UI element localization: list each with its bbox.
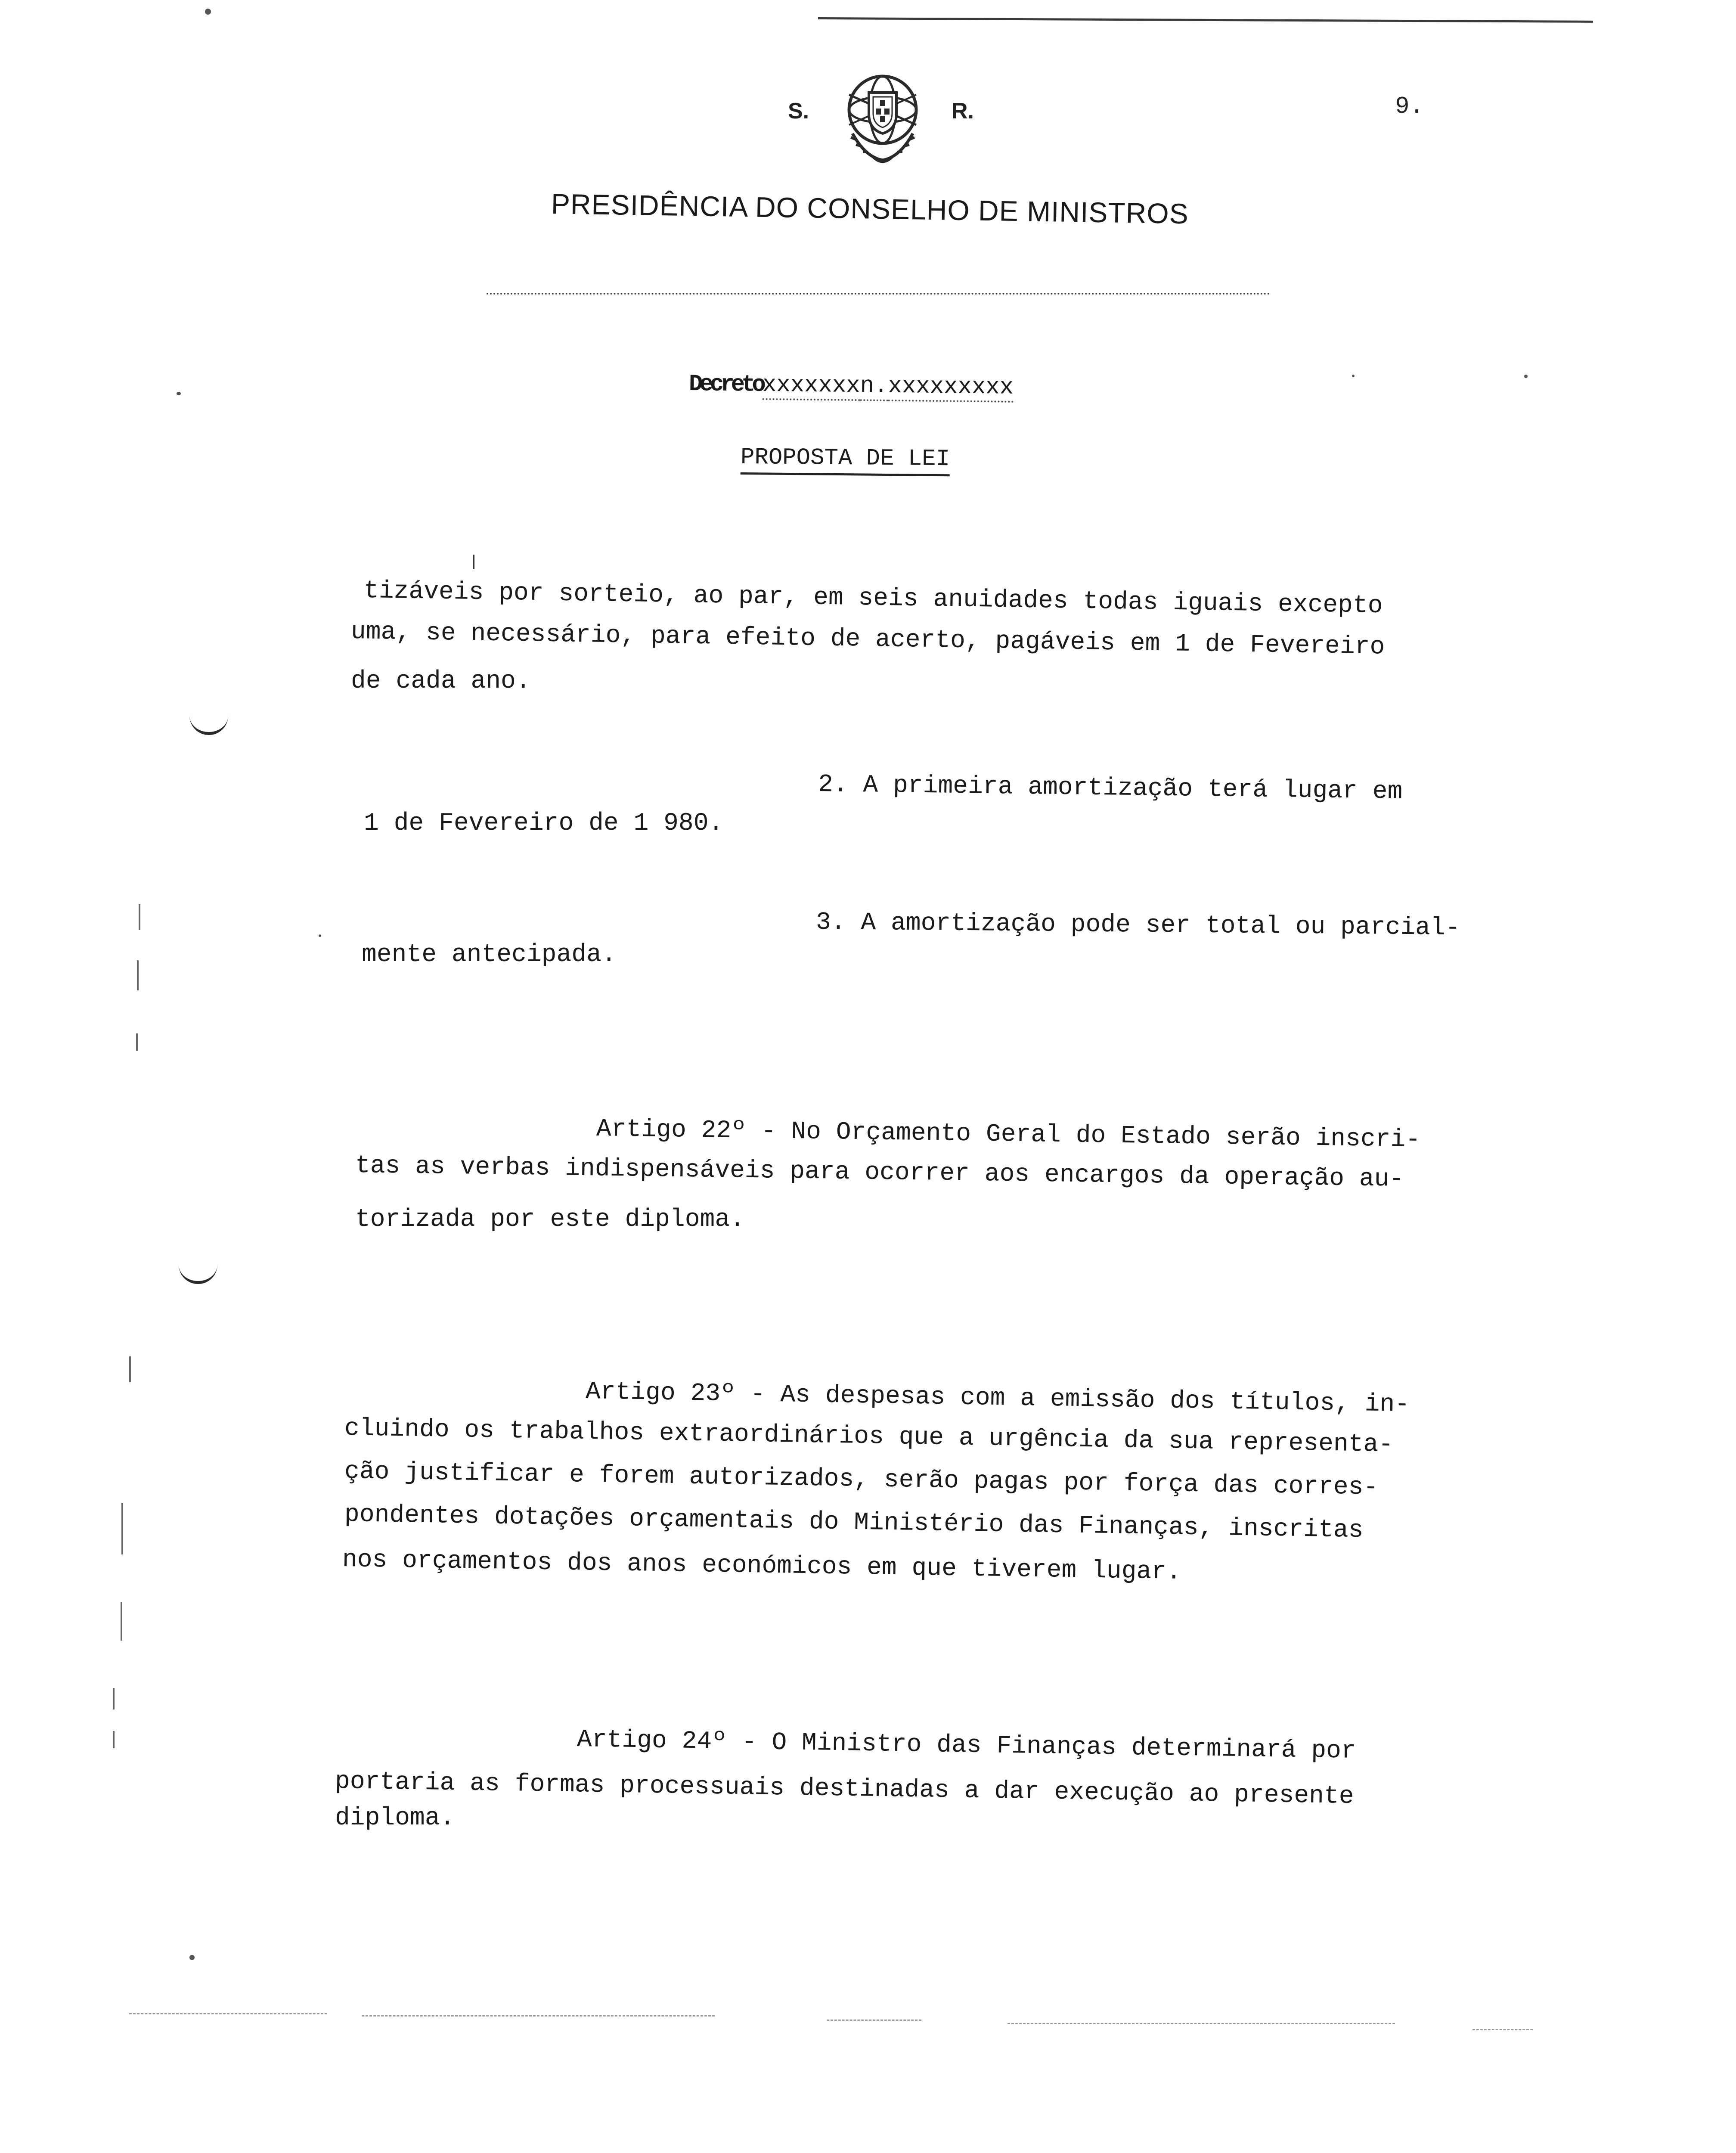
decree-typed-over: xxxxxxx: [762, 372, 860, 401]
scan-speck: [1524, 375, 1528, 378]
article-22-line: Artigo 22º - No Orçamento Geral do Estado serão inscri-: [596, 1115, 1421, 1154]
bottom-scan-line: [827, 2020, 921, 2021]
margin-scan-mark: [136, 1033, 138, 1051]
article-23-line: nos orçamentos dos anos económicos em que tiverem lugar.: [342, 1546, 1182, 1586]
article-24-line: Artigo 24º - O Ministro das Finanças determinará por: [577, 1726, 1357, 1765]
decree-typed-after: xxxxxxxxx: [888, 373, 1014, 403]
article-23-line: Artigo 23º - As despesas com a emissão dos títulos, in-: [585, 1378, 1410, 1419]
margin-scan-mark: [113, 1731, 115, 1748]
margin-scan-mark: [113, 1688, 115, 1709]
body-line: mente antecipada.: [362, 941, 617, 969]
bottom-scan-line: [1472, 2029, 1533, 2030]
scan-speck: [319, 934, 321, 937]
scan-speck: [205, 9, 211, 15]
decree-number-marker: n.: [860, 373, 888, 401]
body-line: 2. A primeira amortização terá lugar em: [818, 771, 1403, 806]
bottom-scan-line: [1008, 2023, 1395, 2024]
body-line: uma, se necessário, para efeito de acerto, pagáveis em 1 de Fevereiro: [350, 618, 1385, 661]
pen-tick-mark: [473, 555, 474, 569]
bottom-scan-line: [362, 2015, 715, 2016]
article-24-line: portaria as formas processuais destinadas a dar execução ao presente: [335, 1768, 1355, 1811]
dotted-separator: [487, 293, 1270, 295]
document-subtitle: PROPOSTA DE LEI: [741, 444, 950, 476]
article-22-line: torizada por este diploma.: [355, 1206, 745, 1234]
article-23-line: cluindo os trabalhos extraordinários que a urgência da sua representa-: [344, 1415, 1394, 1459]
scan-speck: [177, 392, 181, 395]
article-23-line: ção justificar e forem autorizados, serão pagas por força das corres-: [344, 1458, 1379, 1502]
body-line: de cada ano.: [351, 667, 531, 695]
body-line: tizáveis por sorteio, ao par, em seis anuidades todas iguais excepto: [363, 577, 1383, 620]
margin-scan-mark: [139, 904, 140, 930]
header-letter-s: S.: [788, 99, 809, 124]
margin-scan-mark: [137, 960, 139, 990]
scan-speck: [189, 1955, 195, 1960]
punch-hole-mark: [179, 1260, 217, 1284]
body-line: 3. A amortização pode ser total ou parcial-: [815, 909, 1460, 943]
bottom-scan-line: [129, 2013, 327, 2014]
punch-hole-mark: [189, 710, 228, 735]
header-letter-r: R.: [952, 99, 974, 124]
article-23-line: pondentes dotações orçamentais do Ministério das Finanças, inscritas: [344, 1501, 1364, 1545]
page-number: 9.: [1395, 93, 1424, 120]
margin-scan-mark: [121, 1602, 122, 1641]
margin-scan-mark: [129, 1356, 131, 1382]
decree-number-line: [689, 371, 1014, 401]
institution-heading: PRESIDÊNCIA DO CONSELHO DE MINISTROS: [551, 188, 1189, 230]
article-24-line: diploma.: [335, 1804, 455, 1832]
top-edge-line: [818, 17, 1593, 23]
portuguese-coat-of-arms-icon: [835, 69, 930, 168]
scan-speck: [1352, 375, 1355, 377]
article-22-line: tas as verbas indispensáveis para ocorrer aos encargos da operação au-: [355, 1152, 1404, 1194]
body-line: 1 de Fevereiro de 1 980.: [364, 810, 724, 838]
margin-scan-mark: [121, 1503, 123, 1554]
decree-label-overstruck: Decreto: [688, 371, 763, 398]
